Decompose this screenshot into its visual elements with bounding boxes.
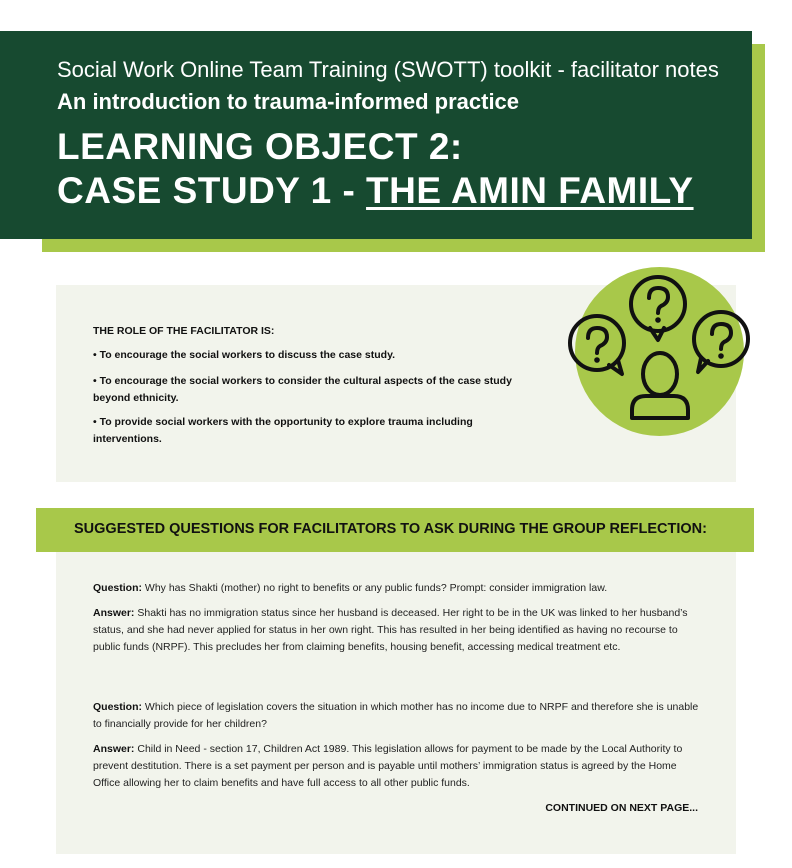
toolkit-subtitle: Social Work Online Team Training (SWOTT) toolkit - facilitator notes xyxy=(57,57,719,82)
case-study-prefix: CASE STUDY 1 - xyxy=(57,170,367,211)
answer-text: Child in Need - section 17, Children Act 1989. This legislation allows for payment to be made by the Local Authority to prevent destitution. There is a set payment per person and is payable until mothers’ immigration status is agreed by the Home Office allowing her to claim benefits and have full access to all other public funds. xyxy=(93,743,683,789)
question-text: Which piece of legislation covers the situation in which mother has no income due to NRPF and therefore she is unable to financially provide for her children? xyxy=(93,701,699,730)
learning-object-title: LEARNING OBJECT 2: xyxy=(57,126,463,167)
questions-panel xyxy=(56,552,736,854)
header-banner xyxy=(0,31,752,239)
question-text: Why has Shakti (mother) no right to benefits or any public funds? Prompt: consider immigration law. xyxy=(144,582,608,594)
answer-label: Answer: xyxy=(93,607,135,619)
answer-2 xyxy=(93,741,703,792)
role-item: • To provide social workers with the opportunity to explore trauma including interventions. xyxy=(93,416,473,445)
question-label: Question: xyxy=(93,701,142,713)
case-study-name: THE AMIN FAMILY xyxy=(366,170,694,211)
role-item: • To encourage the social workers to consider the cultural aspects of the case study beyond ethnicity. xyxy=(93,375,512,404)
person-with-question-bubbles-icon xyxy=(560,262,760,432)
role-item: • To encourage the social workers to discuss the case study. xyxy=(93,349,396,361)
continued-note: CONTINUED ON NEXT PAGE... xyxy=(545,802,698,814)
case-study-title xyxy=(57,169,694,213)
answer-label: Answer: xyxy=(93,743,135,755)
question-1 xyxy=(93,580,703,597)
answer-1 xyxy=(93,605,703,656)
module-title: An introduction to trauma-informed practice xyxy=(57,89,520,114)
question-label: Question: xyxy=(93,582,142,594)
questions-heading: SUGGESTED QUESTIONS FOR FACILITATORS TO ASK DURING THE GROUP REFLECTION: xyxy=(74,521,707,537)
question-2 xyxy=(93,699,703,733)
role-heading: THE ROLE OF THE FACILITATOR IS: xyxy=(93,325,275,337)
answer-text: Shakti has no immigration status since her husband is deceased. Her right to be in the UK was linked to her husband’s status, and she had never applied for status in her own right. This has resulted in her being identified as having no recourse to public funds (NRPF). This precludes her from claiming benefits, housing benefit, accessing medical treatment etc. xyxy=(93,607,688,653)
questions-heading-bar xyxy=(36,508,754,552)
